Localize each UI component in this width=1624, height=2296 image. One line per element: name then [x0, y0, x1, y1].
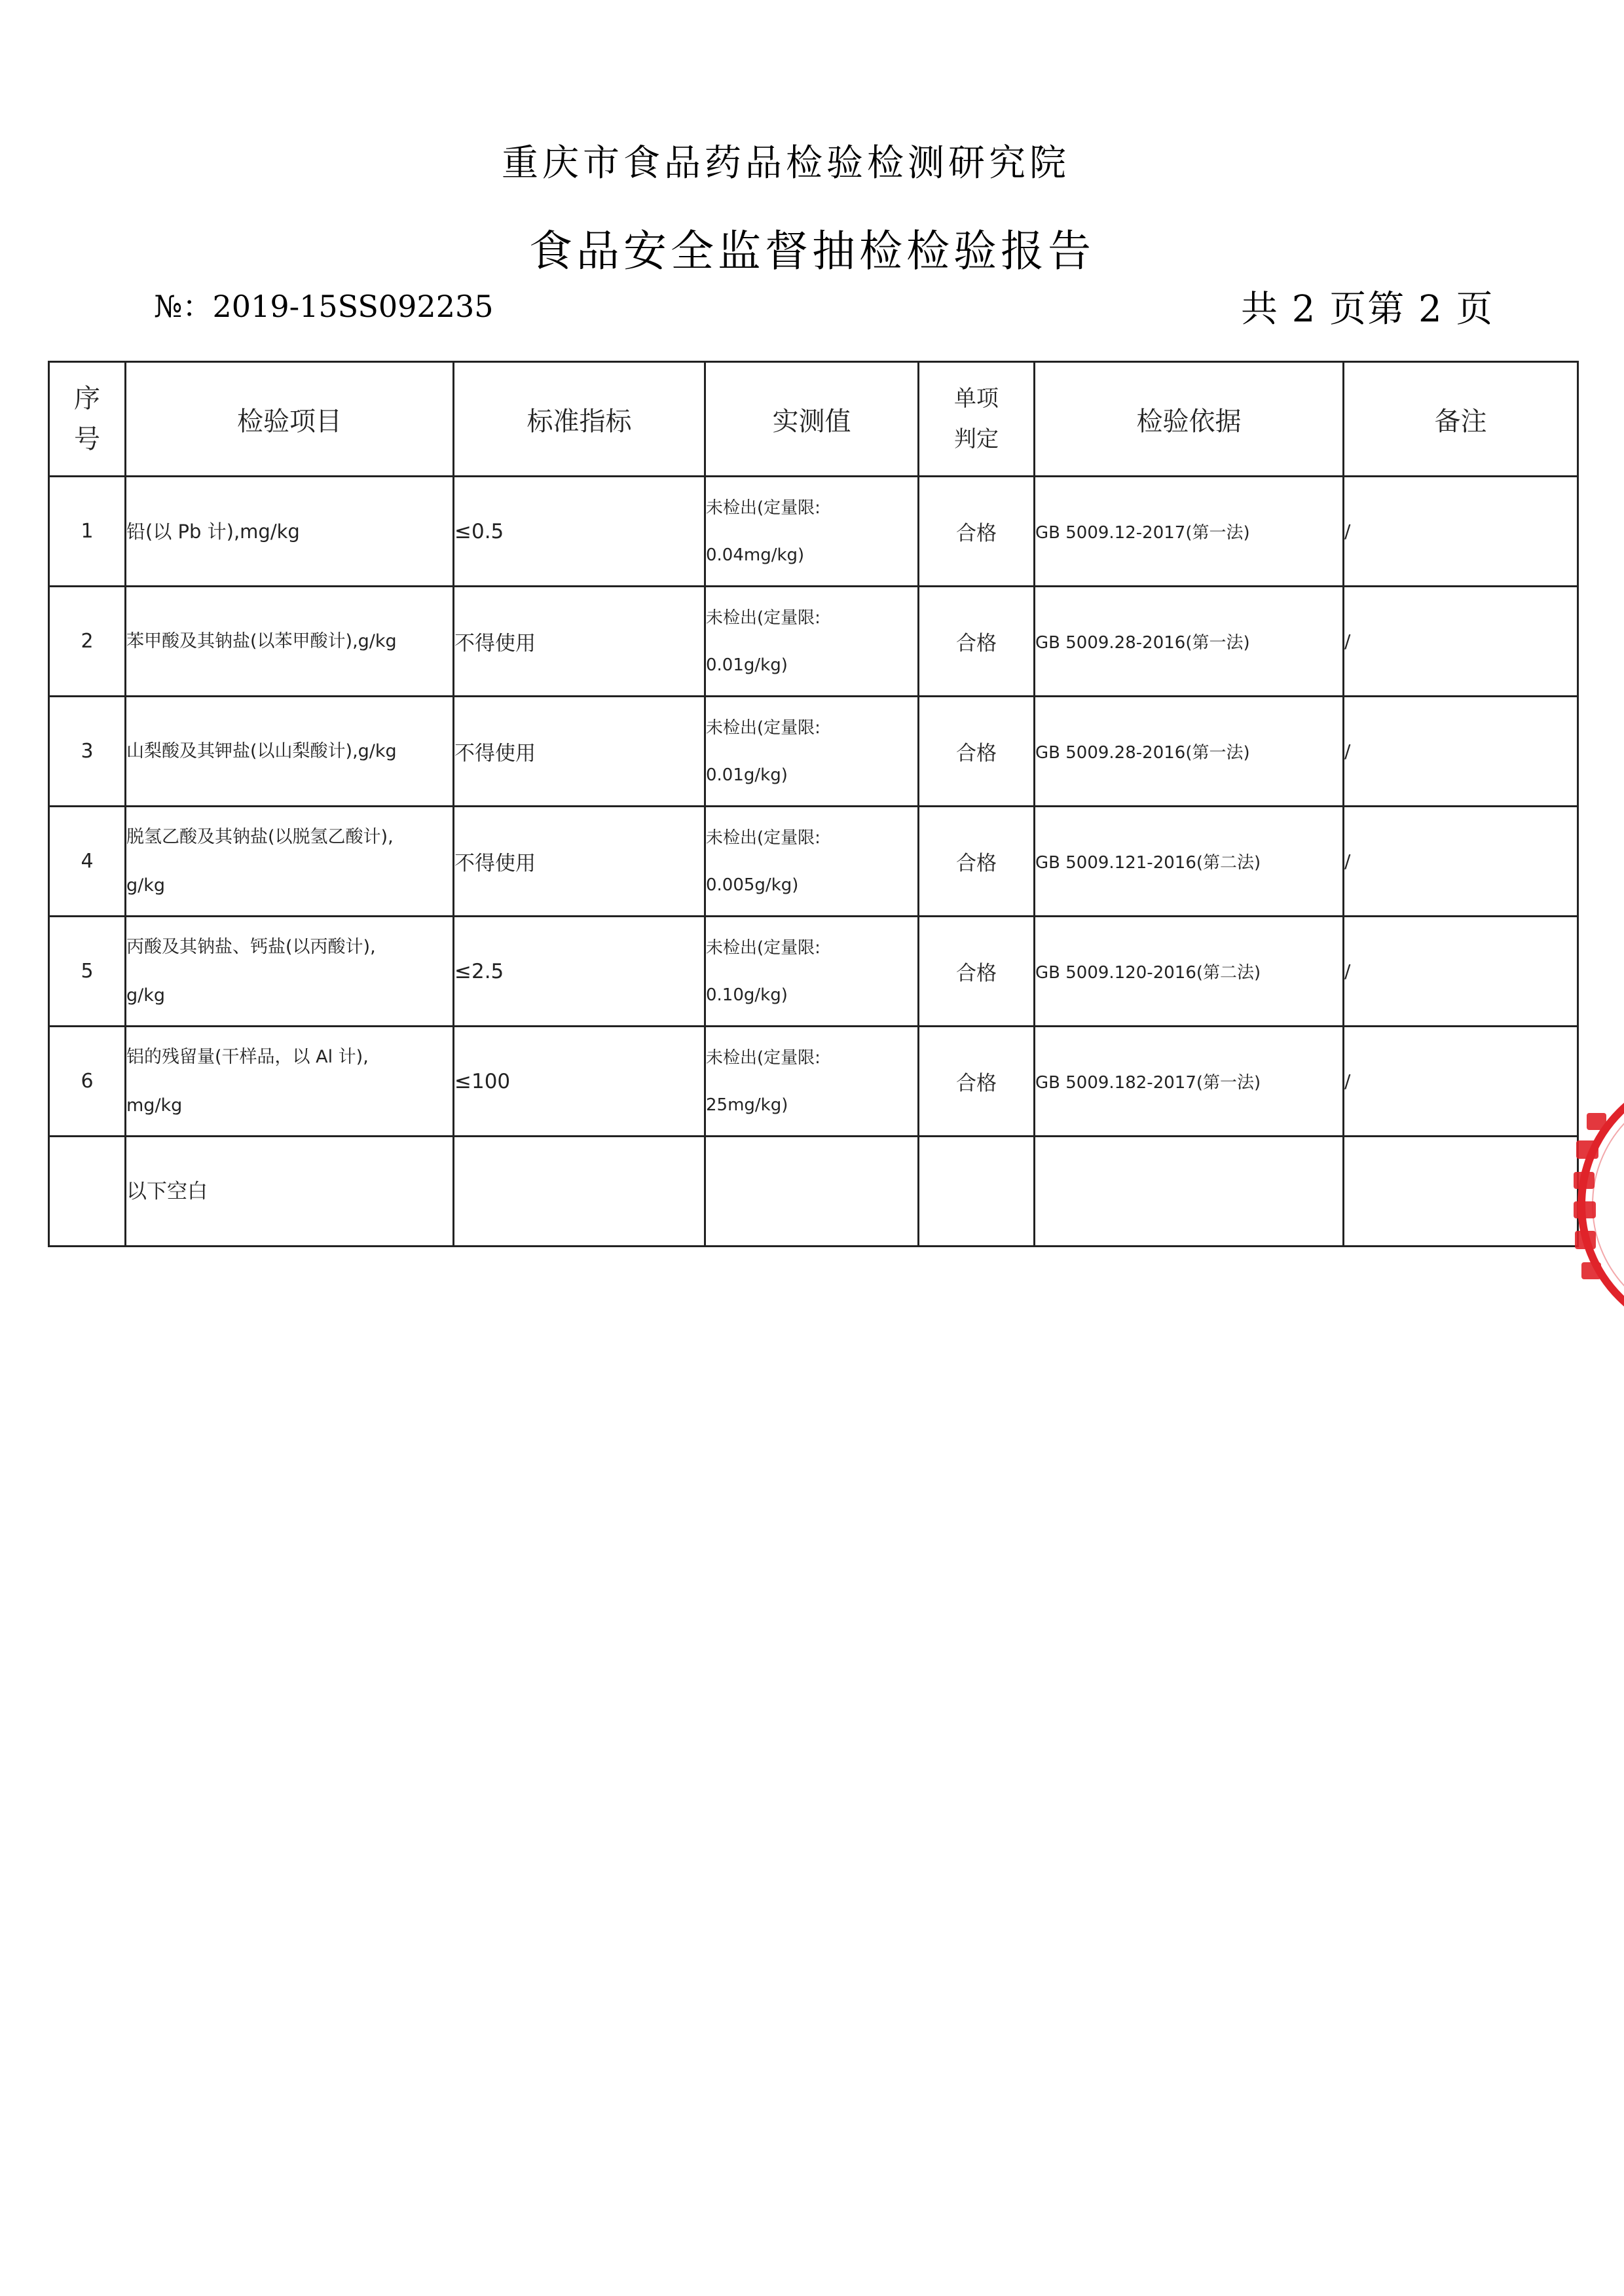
row-basis: GB 5009.120-2016(第二法): [1035, 917, 1344, 1027]
row-standard: ≤2.5: [454, 917, 705, 1027]
row-measured-line2: 0.01g/kg): [706, 655, 788, 675]
row-seq: 5: [49, 917, 126, 1027]
blank-cell: [1344, 1137, 1578, 1247]
row-item-line1: 脱氢乙酸及其钠盐(以脱氢乙酸计),: [126, 826, 394, 847]
row-measured: [705, 1027, 919, 1137]
blank-cell: [919, 1137, 1035, 1247]
row-basis: GB 5009.28-2016(第一法): [1035, 697, 1344, 807]
row-seq: 4: [49, 807, 126, 917]
header-measured: 实测值: [705, 362, 919, 477]
row-measured-line1: 未检出(定量限:: [706, 1048, 821, 1068]
row-note: /: [1344, 697, 1578, 807]
row-measured: [705, 807, 919, 917]
row-measured-line1: 未检出(定量限:: [706, 938, 821, 958]
institute-name: 重庆市食品药品检验检测研究院: [502, 142, 1070, 185]
row-judge: 合格: [919, 1027, 1035, 1137]
header-seq: [49, 362, 126, 477]
row-item: [126, 807, 454, 917]
table-row: [49, 587, 1578, 697]
row-measured-line2: 25mg/kg): [706, 1095, 788, 1115]
row-item: [126, 587, 454, 697]
row-judge: 合格: [919, 917, 1035, 1027]
blank-seq: [49, 1137, 126, 1247]
header-judge-line2: 判定: [954, 426, 999, 452]
row-measured-line1: 未检出(定量限:: [706, 608, 821, 628]
row-judge: 合格: [919, 587, 1035, 697]
header-seq-line2: 号: [74, 424, 100, 454]
row-standard: 不得使用: [454, 807, 705, 917]
row-item-line1: 丙酸及其钠盐、钙盐(以丙酸计),: [126, 936, 376, 957]
table-row-blank: [49, 1137, 1578, 1247]
blank-cell: [454, 1137, 705, 1247]
table-header-row: [49, 362, 1578, 477]
header-note: 备注: [1344, 362, 1578, 477]
row-note: /: [1344, 807, 1578, 917]
row-judge: 合格: [919, 477, 1035, 587]
row-seq: 1: [49, 477, 126, 587]
row-item: [126, 477, 454, 587]
header-judge-line1: 单项: [954, 386, 999, 412]
row-item: [126, 697, 454, 807]
row-measured: [705, 697, 919, 807]
row-measured-line1: 未检出(定量限:: [706, 828, 821, 848]
table-row: [49, 807, 1578, 917]
row-standard: 不得使用: [454, 697, 705, 807]
table-row: [49, 1027, 1578, 1137]
row-measured-line2: 0.10g/kg): [706, 985, 788, 1005]
row-measured-line2: 0.01g/kg): [706, 765, 788, 785]
row-judge: 合格: [919, 807, 1035, 917]
table-row: [49, 697, 1578, 807]
table-row: [49, 917, 1578, 1027]
blank-cell: [705, 1137, 919, 1247]
row-item-line2: g/kg: [126, 875, 166, 896]
header-seq-line1: 序: [74, 384, 100, 414]
row-item: [126, 917, 454, 1027]
header-item: 检验项目: [126, 362, 454, 477]
row-measured-line2: 0.04mg/kg): [706, 545, 805, 565]
row-measured: [705, 917, 919, 1027]
row-measured: [705, 587, 919, 697]
row-standard: ≤100: [454, 1027, 705, 1137]
row-item-line2: mg/kg: [126, 1095, 183, 1116]
row-note: /: [1344, 477, 1578, 587]
row-measured: [705, 477, 919, 587]
row-basis: GB 5009.182-2017(第一法): [1035, 1027, 1344, 1137]
row-seq: 6: [49, 1027, 126, 1137]
row-basis: GB 5009.121-2016(第二法): [1035, 807, 1344, 917]
row-note: /: [1344, 917, 1578, 1027]
row-measured-line1: 未检出(定量限:: [706, 498, 821, 518]
row-item-line1: 铝的残留量(干样品，以 Al 计),: [126, 1046, 369, 1067]
row-item-line2: g/kg: [126, 985, 166, 1006]
row-item-line1: 山梨酸及其钾盐(以山梨酸计),g/kg: [126, 740, 397, 761]
table-row: [49, 477, 1578, 587]
blank-row-label: 以下空白: [126, 1137, 454, 1247]
report-number: №：2019-15SS092235: [154, 289, 494, 324]
report-title: 食品安全监督抽检检验报告: [529, 226, 1095, 276]
row-standard: 不得使用: [454, 587, 705, 697]
blank-cell: [1035, 1137, 1344, 1247]
row-judge: 合格: [919, 697, 1035, 807]
row-measured-line1: 未检出(定量限:: [706, 718, 821, 738]
row-measured-line2: 0.005g/kg): [706, 875, 799, 895]
header-basis: 检验依据: [1035, 362, 1344, 477]
row-note: /: [1344, 1027, 1578, 1137]
row-item-line1: 铅(以 Pb 计),mg/kg: [126, 520, 300, 543]
row-basis: GB 5009.12-2017(第一法): [1035, 477, 1344, 587]
page-count: 共 2 页第 2 页: [1241, 288, 1494, 331]
row-note: /: [1344, 587, 1578, 697]
header-judge: [919, 362, 1035, 477]
results-table: [48, 361, 1579, 1247]
row-item: [126, 1027, 454, 1137]
header-standard: 标准指标: [454, 362, 705, 477]
row-seq: 2: [49, 587, 126, 697]
row-standard: ≤0.5: [454, 477, 705, 587]
official-seal-stamp: [1562, 1067, 1624, 1342]
row-basis: GB 5009.28-2016(第一法): [1035, 587, 1344, 697]
row-item-line1: 苯甲酸及其钠盐(以苯甲酸计),g/kg: [126, 630, 397, 651]
row-seq: 3: [49, 697, 126, 807]
